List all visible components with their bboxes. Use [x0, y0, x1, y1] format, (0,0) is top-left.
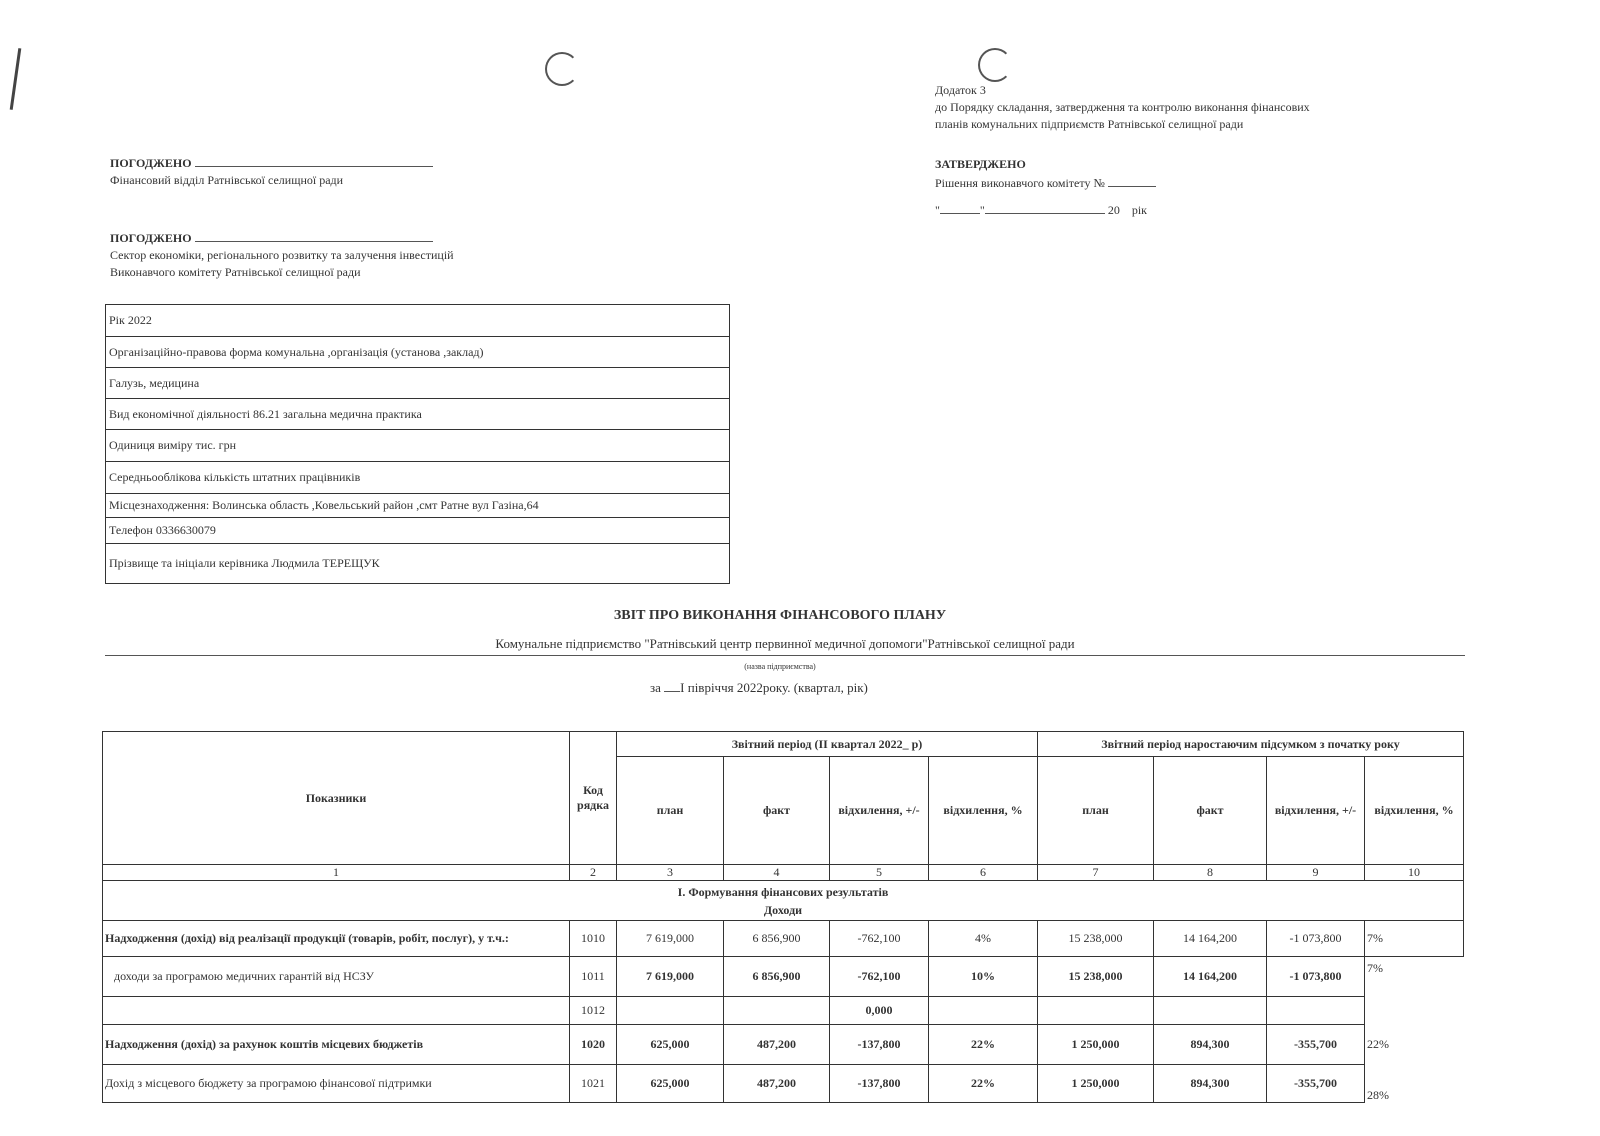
info-row-unit: Одиниця виміру тис. грн	[106, 430, 729, 462]
cell-value: -355,700	[1267, 1065, 1365, 1103]
header-plan: план	[617, 757, 724, 865]
row-name: Дохід з місцевого бюджету за програмою фінансової підтримки	[103, 1065, 570, 1103]
cell-value	[929, 997, 1038, 1025]
date-year: 20	[1107, 203, 1120, 217]
info-row-industry: Галузь, медицина	[106, 368, 729, 399]
header-code: Код рядка	[570, 732, 617, 865]
table-row	[103, 957, 1464, 997]
section-heading	[103, 881, 1464, 921]
cell-value: -137,800	[830, 1065, 929, 1103]
row-code: 1011	[570, 957, 617, 997]
approval-label: ПОГОДЖЕНО	[110, 156, 192, 170]
cell-value: 10%	[929, 957, 1038, 997]
period-prefix: за	[650, 680, 661, 695]
row-name	[103, 997, 570, 1025]
info-row-director: Прізвище та ініціали керівника Людмила ТЕРЕЩУК	[109, 556, 380, 570]
cell-value: 7%	[1365, 921, 1464, 957]
col-num: 5	[830, 865, 929, 881]
cell-value: 0,000	[830, 997, 929, 1025]
header-deviation-pct: відхилення, %	[929, 757, 1038, 865]
report-period	[650, 680, 868, 696]
date-quote-open: "	[935, 203, 940, 217]
cell-value: 14 164,200	[1154, 921, 1267, 957]
info-row-address: Місцезнаходження: Волинська область ,Ковельський район ,смт Ратне вул Газіна,64	[106, 494, 729, 518]
cell-value: 14 164,200	[1154, 957, 1267, 997]
header-fact: факт	[724, 757, 830, 865]
header-cumulative-group: Звітний період наростаючим підсумком з початку року	[1038, 732, 1464, 757]
col-num: 7	[1038, 865, 1154, 881]
appendix-line-2: планів комунальних підприємств Ратнівської селищної ради	[935, 117, 1244, 131]
enterprise-name: Комунальне підприємство "Ратнівський центр первинної медичної допомоги"Ратнівської селищної ради	[105, 636, 1465, 656]
cell-value: 894,300	[1154, 1065, 1267, 1103]
margin-pen-mark	[10, 48, 22, 110]
approval-label: ПОГОДЖЕНО	[110, 231, 192, 245]
info-row-legal-form: Організаційно-правова форма комунальна ,організація (установа ,заклад)	[106, 337, 729, 368]
cell-value: 487,200	[724, 1025, 830, 1065]
cell-value	[724, 997, 830, 1025]
cell-value: 6 856,900	[724, 957, 830, 997]
cell-value: -137,800	[830, 1025, 929, 1065]
cell-value: 487,200	[724, 1065, 830, 1103]
cell-value: -762,100	[830, 957, 929, 997]
col-num: 9	[1267, 865, 1365, 881]
appendix-title: Додаток 3	[935, 83, 986, 97]
approval-org-line-1: Сектор економіки, регіонального розвитку та залучення інвестицій	[110, 248, 454, 262]
approval-executive	[935, 155, 1156, 220]
enterprise-info-box	[105, 304, 730, 584]
financial-report-table	[102, 731, 1464, 1103]
hole-punch-mark-right	[978, 48, 1012, 82]
col-num: 4	[724, 865, 830, 881]
period-value: І півріччя 2022року.	[680, 680, 791, 695]
cell-value: 22%	[1367, 1037, 1389, 1051]
date-suffix: рік	[1131, 203, 1147, 217]
section-title: І. Формування фінансових результатів	[677, 884, 889, 899]
decision-text: Рішення виконавчого комітету №	[935, 176, 1105, 190]
col-num: 8	[1154, 865, 1267, 881]
row-code: 1021	[570, 1065, 617, 1103]
cell-value: -1 073,800	[1267, 921, 1365, 957]
cell-value	[1267, 997, 1365, 1025]
header-deviation-abs: відхилення, +/-	[830, 757, 929, 865]
cell-value: 7%	[1367, 961, 1383, 975]
row-name: Надходження (дохід) від реалізації продукції (товарів, робіт, послуг), у т.ч.:	[103, 921, 570, 957]
cell-value: 7 619,000	[617, 921, 724, 957]
approval-finance	[110, 155, 433, 189]
cell-value: 625,000	[617, 1065, 724, 1103]
signature-line	[195, 166, 433, 167]
table-row	[103, 997, 1464, 1025]
report-title: ЗВІТ ПРО ВИКОНАННЯ ФІНАНСОВОГО ПЛАНУ	[613, 608, 947, 623]
date-day-line	[940, 213, 980, 214]
col-num: 6	[929, 865, 1038, 881]
section-row	[103, 881, 1464, 921]
cell-value: 894,300	[1154, 1025, 1267, 1065]
row-name: Надходження (дохід) за рахунок коштів місцевих бюджетів	[103, 1025, 570, 1065]
approval-economy	[110, 230, 454, 281]
info-row-activity: Вид економічної діяльності 86.21 загальна медична практика	[106, 399, 729, 430]
date-quote-close: "	[979, 203, 985, 217]
cell-value: 625,000	[617, 1025, 724, 1065]
header-fact-cumulative: факт	[1154, 757, 1267, 865]
cell-value	[1038, 997, 1154, 1025]
col-num: 10	[1365, 865, 1464, 881]
header-deviation-pct-cumulative: відхилення, %	[1365, 757, 1464, 865]
column-number-row	[103, 865, 1464, 881]
cell-value: -1 073,800	[1267, 957, 1365, 997]
cell-value: 1 250,000	[1038, 1065, 1154, 1103]
cell-value: 15 238,000	[1038, 921, 1154, 957]
enterprise-caption: (назва підприємства)	[744, 662, 816, 671]
row-code: 1012	[570, 997, 617, 1025]
row-code: 1020	[570, 1025, 617, 1065]
date-month-line	[985, 213, 1105, 214]
col-num: 1	[103, 865, 570, 881]
table-row	[103, 1025, 1464, 1065]
cell-value: 28%	[1367, 1087, 1389, 1102]
row-name: доходи за програмою медичних гарантій від НСЗУ	[103, 957, 570, 997]
cell-value: -355,700	[1267, 1025, 1365, 1065]
cell-value: 22%	[929, 1025, 1038, 1065]
cell-value: 1 250,000	[1038, 1025, 1154, 1065]
signature-line	[195, 241, 433, 242]
cell-value: 7 619,000	[617, 957, 724, 997]
hole-punch-mark-left	[545, 52, 579, 86]
table-row	[103, 921, 1464, 957]
appendix-header	[935, 82, 1310, 133]
info-row-phone: Телефон 0336630079	[106, 518, 729, 544]
info-row-staff: Середньооблікова кількість штатних працівників	[106, 462, 729, 494]
approval-org: Фінансовий відділ Ратнівської селищної ради	[110, 173, 344, 187]
decision-number-line	[1108, 186, 1156, 187]
cell-value: 6 856,900	[724, 921, 830, 957]
cell-value	[1365, 997, 1464, 1025]
cell-value	[617, 997, 724, 1025]
approved-label: ЗАТВЕРДЖЕНО	[935, 157, 1026, 171]
cell-value: 4%	[929, 921, 1038, 957]
header-period-group: Звітний період (ІІ квартал 2022_ р)	[617, 732, 1038, 757]
row-code: 1010	[570, 921, 617, 957]
cell-value: 15 238,000	[1038, 957, 1154, 997]
appendix-line-1: до Порядку складання, затвердження та контролю виконання фінансових	[935, 100, 1310, 114]
col-num: 3	[617, 865, 724, 881]
table-header-row	[103, 732, 1464, 757]
header-deviation-abs-cumulative: відхилення, +/-	[1267, 757, 1365, 865]
header-plan-cumulative: план	[1038, 757, 1154, 865]
period-blank-line	[664, 691, 680, 692]
header-indicator: Показники	[103, 732, 570, 865]
section-subtitle: Доходи	[763, 902, 803, 917]
info-row-year: Рік 2022	[106, 305, 729, 337]
cell-value: 22%	[929, 1065, 1038, 1103]
approval-org-line-2: Виконавчого комітету Ратнівської селищної ради	[110, 265, 361, 279]
cell-value: -762,100	[830, 921, 929, 957]
col-num: 2	[570, 865, 617, 881]
period-caption: (квартал, рік)	[793, 680, 868, 695]
table-row	[103, 1065, 1464, 1103]
cell-value	[1154, 997, 1267, 1025]
